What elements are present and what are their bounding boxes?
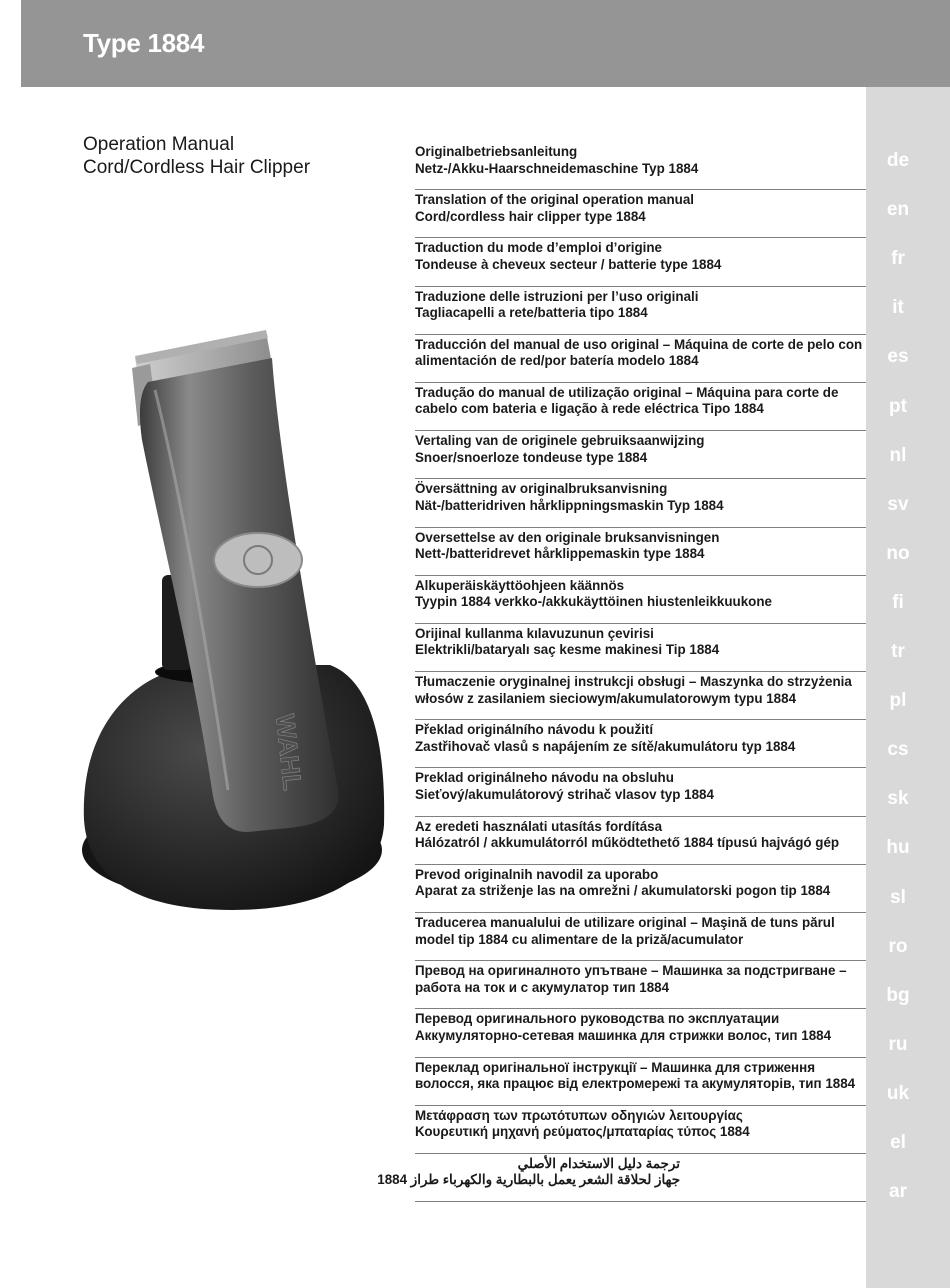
language-entry-pl: [415, 672, 866, 720]
language-list: [377, 142, 866, 1202]
entry-subtitle: جهاز لحلاقة الشعر يعمل بالبطارية والكهرباء طراز 1884: [377, 1172, 680, 1188]
entry-subtitle: włosów z zasilaniem sieciowym/akumulatorowym typu 1884: [415, 690, 797, 706]
entry-title: Prevod originalnih navodil za uporabo: [415, 866, 659, 882]
entry-title: Översättning av originalbruksanvisning: [415, 481, 668, 497]
language-code-sl: sl: [890, 886, 906, 908]
entry-title: Μετάφραση των πρωτότυπων οδηγιών λειτουργίας: [415, 1107, 743, 1123]
header-bar: [21, 0, 950, 87]
language-code-ar: ar: [889, 1181, 907, 1203]
language-entry-cs: [415, 720, 866, 768]
manual-title-line-2: Cord/Cordless Hair Clipper: [83, 157, 311, 178]
language-code-ro: ro: [888, 935, 908, 957]
language-code-de: de: [886, 150, 910, 171]
language-code-ru: ru: [888, 1033, 908, 1055]
entry-title: Alkuperäiskäyttöohjeen käännös: [415, 577, 625, 593]
language-entry-bg: [415, 961, 866, 1009]
entry-subtitle: Nät-/batteridriven hårklippningsmaskin Typ 1884: [415, 497, 724, 513]
entry-subtitle: Κουρευτική μηχανή ρεύματος/μπαταρίας τύπος 1884: [415, 1124, 750, 1140]
language-code-nl: nl: [889, 444, 907, 466]
entry-subtitle: Аккумуляторно-сетевая машинка для стрижки волос, тип 1884: [415, 1027, 832, 1043]
language-code-hu: hu: [886, 837, 910, 859]
entry-title: Traducción del manual de uso original – Máquina de corte de pelo con: [415, 336, 863, 352]
entry-subtitle: Cord/cordless hair clipper type 1884: [415, 208, 646, 224]
entry-title: Traduzione delle istruzioni per l’uso originali: [415, 288, 699, 304]
language-entry-pt: [415, 383, 866, 431]
language-entry-tr: [415, 624, 866, 672]
language-entry-hu: [415, 817, 866, 865]
entry-title: Originalbetriebsanleitung: [415, 144, 578, 159]
entry-subtitle: работа на ток и с акумулатор тип 1884: [415, 979, 670, 995]
entry-subtitle: волосся, яка працює від електромережі та акумуляторів, тип 1884: [415, 1076, 856, 1092]
language-sidebar: [866, 87, 950, 1288]
language-code-fi: fi: [892, 591, 904, 613]
entry-subtitle: Snoer/snoerloze tondeuse type 1884: [415, 449, 648, 465]
language-code-cs: cs: [887, 739, 909, 761]
entry-title: Tłumaczenie oryginalnej instrukcji obsługi – Maszynka do strzyżenia: [415, 674, 852, 690]
language-code-it: it: [892, 297, 904, 319]
entry-subtitle: Tagliacapelli a rete/batteria tipo 1884: [415, 305, 648, 321]
language-entry-sk: [415, 768, 866, 816]
entry-title: Tradução do manual de utilização original – Máquina para corte de: [415, 384, 839, 400]
language-entry-de: [415, 142, 866, 190]
language-entry-it: [415, 287, 866, 335]
language-code-en: en: [886, 199, 910, 221]
entry-title: Перевод оригинального руководства по эксплуатации: [415, 1011, 780, 1027]
entry-subtitle: Hálózatról / akkumulátorról működtethető 1884 típusú hajvágó gép: [415, 835, 840, 851]
entry-title: Orijinal kullanma kılavuzunun çevirisi: [415, 625, 654, 641]
entry-title: Vertaling van de originele gebruiksaanwijzing: [415, 433, 705, 449]
wahl-logo: WAHL: [270, 712, 308, 792]
language-entry-sl: [415, 865, 866, 913]
language-code-es: es: [887, 346, 909, 368]
language-code-sk: sk: [887, 788, 909, 810]
language-entry-fi: [415, 576, 866, 624]
entry-title: Traduction du mode d’emploi d’origine: [415, 240, 662, 256]
entry-title: Az eredeti használati utasítás fordítása: [415, 818, 663, 834]
entry-subtitle: Tondeuse à cheveux secteur / batterie type 1884: [415, 256, 722, 272]
entry-title: Translation of the original operation manual: [415, 192, 694, 208]
entry-title: Preklad originálneho návodu na obsluhu: [415, 770, 674, 786]
entry-subtitle: cabelo com bateria e ligação à rede eléctrica Tipo 1884: [415, 401, 764, 417]
language-entry-en: [415, 190, 866, 238]
language-entry-es: [415, 335, 866, 383]
language-entry-sv: [415, 479, 866, 527]
entry-subtitle: Netz-/Akku-Haarschneidemaschine Typ 1884: [415, 160, 699, 176]
language-entry-uk: [415, 1058, 866, 1106]
entry-subtitle: Nett-/batteridrevet hårklippemaskin type 1884: [415, 546, 705, 561]
entry-title: Превод на оригиналното упътване – Машинка за подстригване –: [415, 963, 847, 979]
language-code-no: no: [886, 542, 910, 564]
entry-subtitle: Zastřihovač vlasů s napájením ze sítě/akumulátoru typ 1884: [415, 738, 796, 754]
language-code-sv: sv: [887, 493, 909, 515]
language-entry-nl: [415, 431, 866, 479]
hair-clipper-image: [80, 320, 390, 935]
entry-title: Překlad originálního návodu k použití: [415, 722, 654, 738]
entry-subtitle: model tip 1884 cu alimentare de la priză/acumulator: [415, 931, 744, 947]
language-code-bg: bg: [886, 984, 910, 1006]
manual-title-line-1: Operation Manual: [83, 134, 235, 155]
entry-subtitle: Elektrikli/bataryalı saç kesme makinesi Tip 1884: [415, 642, 720, 658]
language-code-el: el: [890, 1132, 906, 1153]
entry-title: Traducerea manualului de utilizare original – Maşină de tuns părul: [415, 915, 835, 930]
entry-title: ترجمة دليل الاستخدام الأصلي: [517, 1155, 680, 1171]
language-code-fr: fr: [891, 248, 905, 270]
language-entry-fr: [415, 238, 866, 286]
language-entry-ar: [377, 1154, 866, 1202]
language-entry-el: [415, 1106, 866, 1154]
entry-title: Oversettelse av den originale bruksanvisningen: [415, 529, 720, 545]
entry-subtitle: Sieťový/akumulátorový strihač vlasov typ 1884: [415, 786, 714, 802]
language-code-uk: uk: [886, 1082, 910, 1104]
entry-title: Переклад оригінальної інструкції – Машинка для стриження: [415, 1059, 816, 1075]
language-entry-no: [415, 528, 866, 576]
language-code-tr: tr: [891, 641, 905, 662]
manual-title: [83, 133, 310, 179]
language-code-pt: pt: [889, 395, 907, 417]
language-entry-ru: [415, 1009, 866, 1057]
language-entry-ro: [415, 913, 866, 961]
entry-subtitle: alimentación de red/por batería modelo 1884: [415, 353, 699, 369]
entry-subtitle: Tyypin 1884 verkko-/akkukäyttöinen hiustenleikkuukone: [415, 594, 772, 610]
language-code-pl: pl: [889, 690, 907, 712]
page-title: Type 1884: [83, 28, 205, 58]
entry-subtitle: Aparat za striženje las na omrežni / akumulatorski pogon tip 1884: [415, 883, 831, 899]
